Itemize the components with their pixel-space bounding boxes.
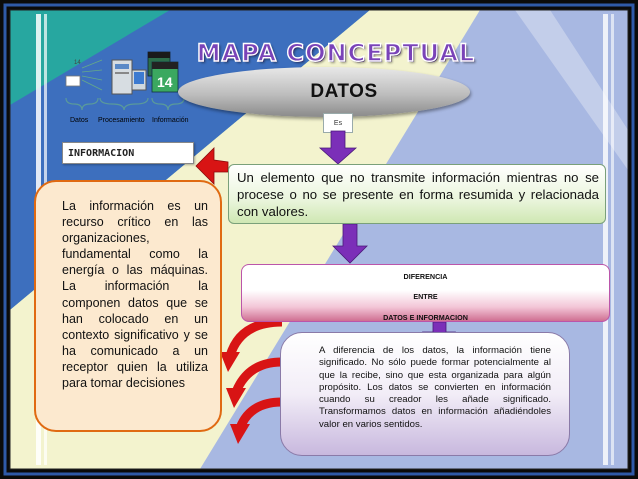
label-informacion: Información (152, 117, 189, 124)
informacion-description-box (34, 180, 222, 432)
curved-arrow-icon (236, 362, 282, 392)
informacion-description-text: La información es un recurso crítico en las organizaciones, fundamental como la energía o las máquinas. La información la componen datos que se han colocado en un contexto significativo y se ha comunicado a un receptor quien la utiliza para tomar decisiones (62, 199, 208, 391)
label-datos: Datos (70, 117, 89, 124)
svg-text:14: 14 (74, 60, 81, 66)
informacion-label: INFORMACION (62, 142, 194, 164)
connector-es: Es (323, 113, 353, 133)
significance-box (280, 332, 570, 456)
difference-line-1: DIFERENCIA (403, 272, 448, 281)
difference-line-3: DATOS E INFORMACION (383, 313, 468, 322)
down-arrow-icon (320, 131, 356, 164)
curved-arrow-icon (230, 322, 282, 356)
curved-arrow-head-icon (230, 424, 250, 444)
significance-text: A diferencia de los datos, la información tiene significado. No sólo puede formar potencialmente al que la recibe, sino que esta organizada para algún propósito. Los datos se convierten en información cuando su creador les añade significado. Transformamos datos en información añadiéndoles valor en varios sentidos. (319, 345, 551, 430)
definition-box (228, 164, 606, 224)
down-arrow-icon (333, 224, 367, 263)
definition-text: Un elemento que no transmite información mientras no se procese o no se presente en forma resumida y relacionada con valores. (237, 170, 599, 219)
label-procesamiento: Procesamiento (98, 117, 145, 124)
difference-box (241, 264, 610, 322)
main-concept-label: DATOS (310, 81, 378, 102)
page-title: MAPA CONCEPTUAL (196, 39, 476, 67)
difference-line-2: ENTRE (413, 292, 438, 301)
curved-arrow-head-icon (226, 388, 246, 408)
left-arrow-icon (196, 148, 228, 184)
curved-arrow-head-icon (220, 352, 240, 372)
calendar-number: 14 (157, 74, 173, 90)
